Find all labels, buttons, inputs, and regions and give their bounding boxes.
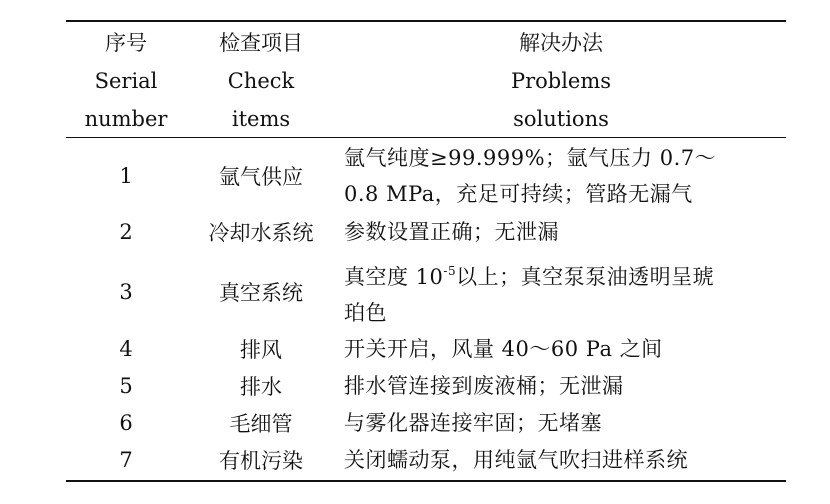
row-check-item: 真空系统 bbox=[219, 281, 303, 305]
vacuum-text-rest: 以上；真空泵泵油透明呈琥 bbox=[456, 265, 715, 289]
row-serial: 4 bbox=[119, 337, 133, 361]
solution-line: 与雾化器连接牢固；无堵塞 bbox=[344, 411, 602, 435]
row-check-item: 毛细管 bbox=[229, 412, 293, 436]
header-check-en1: Check bbox=[227, 69, 295, 93]
solution-line: 0.8 MPa，充足可持续；管路无漏气 bbox=[344, 182, 693, 206]
solution-line: 参数设置正确；无泄漏 bbox=[344, 220, 559, 244]
solution-line bbox=[344, 253, 714, 295]
row-check-item: 冷却水系统 bbox=[208, 221, 314, 245]
solution-line: 氩气纯度≥99.999%；氩气压力 0.7～ bbox=[344, 146, 717, 170]
header-serial-cn: 序号 bbox=[105, 31, 147, 55]
header-solutions bbox=[336, 24, 786, 138]
header-solutions-en1: Problems bbox=[510, 69, 612, 93]
table-header-rule bbox=[66, 137, 786, 138]
solution-line: 关闭蠕动泵，用纯氩气吹扫进样系统 bbox=[344, 448, 688, 472]
row-check-item: 有机污染 bbox=[219, 449, 303, 473]
header-solutions-cn: 解决办法 bbox=[519, 31, 603, 55]
row-serial: 2 bbox=[119, 220, 133, 244]
row-serial: 7 bbox=[119, 448, 133, 472]
table-top-rule bbox=[66, 20, 786, 22]
table-bottom-rule bbox=[66, 480, 786, 482]
row-solution bbox=[344, 405, 780, 441]
table-row bbox=[66, 368, 786, 404]
row-check-item: 排风 bbox=[240, 338, 282, 362]
row-check-item: 排水 bbox=[240, 375, 282, 399]
row-solution bbox=[344, 213, 780, 251]
row-serial: 3 bbox=[119, 280, 133, 304]
table-row bbox=[66, 405, 786, 441]
row-serial: 6 bbox=[119, 411, 133, 435]
vacuum-text: 真空度 10 bbox=[344, 265, 444, 289]
header-serial-en2: number bbox=[84, 107, 168, 131]
table-row bbox=[66, 442, 786, 478]
table-row bbox=[66, 140, 786, 212]
header-check-en2: items bbox=[231, 107, 291, 131]
table-row bbox=[66, 213, 786, 251]
header-check-items bbox=[186, 24, 336, 138]
header-serial-en1: Serial bbox=[94, 69, 158, 93]
row-solution bbox=[344, 140, 780, 212]
header-serial-number bbox=[66, 24, 186, 138]
row-solution bbox=[344, 254, 780, 330]
row-serial: 5 bbox=[119, 374, 133, 398]
row-solution bbox=[344, 368, 780, 404]
solution-line: 开关开启，风量 40～60 Pa 之间 bbox=[344, 337, 663, 361]
table-row bbox=[66, 254, 786, 330]
solution-line: 珀色 bbox=[344, 301, 387, 325]
solution-line: 排水管连接到废液桶；无泄漏 bbox=[344, 374, 624, 398]
row-solution bbox=[344, 331, 780, 367]
table-row bbox=[66, 331, 786, 367]
vacuum-exponent: -5 bbox=[443, 264, 457, 278]
header-check-cn: 检查项目 bbox=[219, 31, 303, 55]
row-serial: 1 bbox=[119, 164, 133, 188]
row-check-item: 氩气供应 bbox=[219, 165, 303, 189]
header-solutions-en2: solutions bbox=[513, 107, 609, 131]
row-solution bbox=[344, 442, 780, 478]
